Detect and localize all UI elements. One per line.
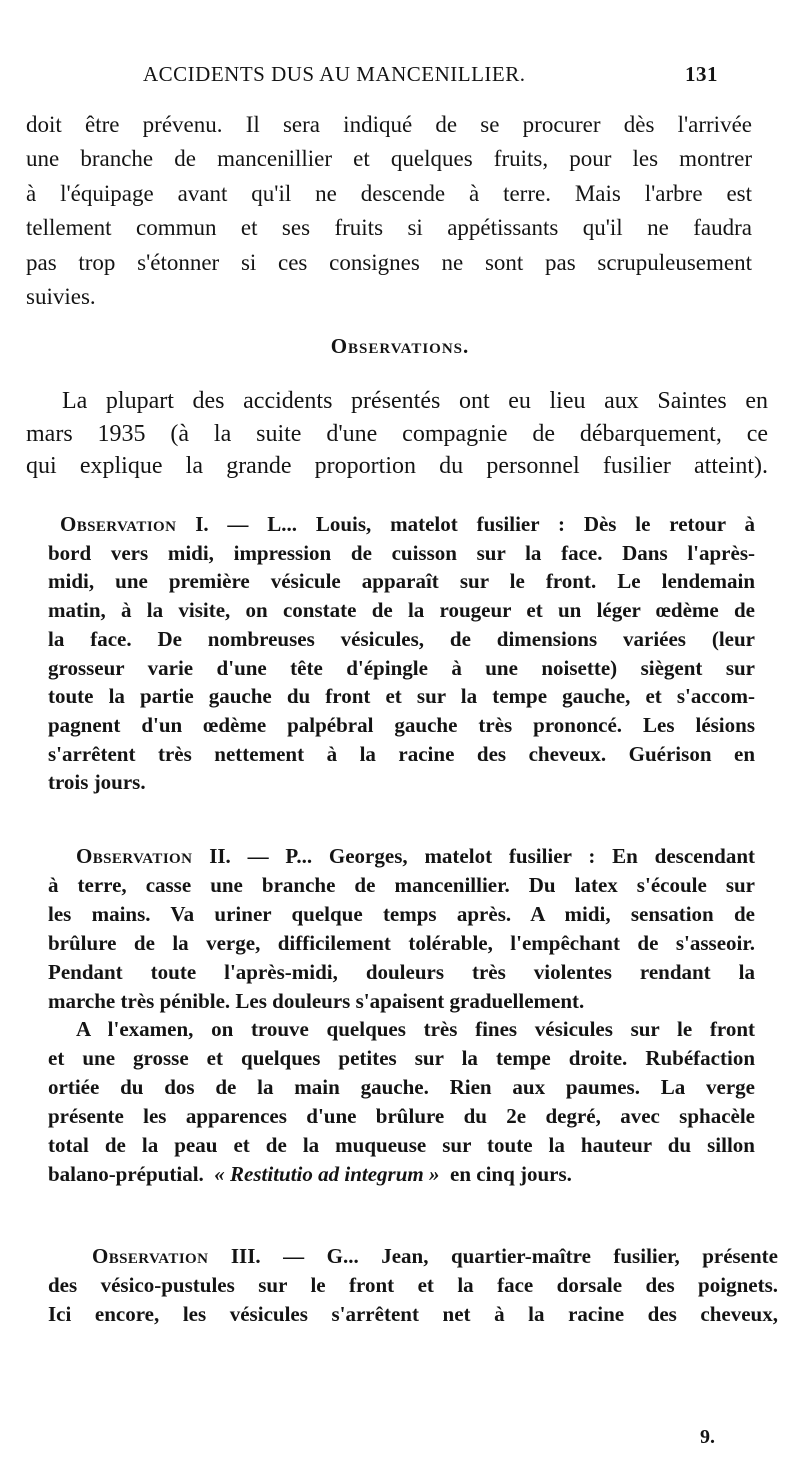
page-number: 131 (685, 62, 718, 86)
text-line: toute la partie gauche du front et sur la tempe gauche, et s'accom- (48, 684, 755, 709)
text-line: la face. De nombreuses vésicules, de dimensions variées (leur (48, 626, 755, 651)
text-line: I. — L... Louis, matelot fusilier : Dès le retour à (195, 512, 755, 536)
observation-3 (48, 1242, 778, 1329)
summary-paragraph (26, 385, 768, 483)
text-line: trois jours. (48, 770, 146, 795)
text-line: des vésico-pustules sur le front et la face dorsale des poignets. (48, 1273, 778, 1297)
text-line: brûlure de la verge, difficilement tolérable, l'empêchant de s'asseoir. (48, 930, 755, 955)
observation-label: Observation (60, 512, 177, 536)
text-line: marche très pénible. Les douleurs s'apaisent graduellement. (48, 988, 585, 1013)
text-line: total de la peau et de la muqueuse sur toute la hauteur du sillon (48, 1133, 755, 1158)
observation-heading-line (48, 1242, 778, 1271)
observation-heading-line (48, 842, 755, 871)
page-header (0, 62, 800, 92)
observation-label: Observation (76, 844, 193, 868)
text-line: III. — G... Jean, quartier-maître fusilier, présente (230, 1244, 778, 1268)
text-line: ortiée du dos de la main gauche. Rien aux paumes. La verge (48, 1075, 755, 1100)
running-title: ACCIDENTS DUS AU MANCENILLIER. (143, 62, 526, 86)
text-line: La plupart des accidents présentés ont eu lieu aux Saintes en (62, 388, 768, 414)
observation-1 (48, 510, 755, 797)
text-line: qui explique la grande proportion du personnel fusilier atteint). (26, 453, 768, 479)
text-line: bord vers midi, impression de cuisson sur la face. Dans l'après- (48, 540, 755, 565)
observation-2 (48, 842, 755, 1189)
latin-phrase: « Restitutio ad integrum » (214, 1161, 440, 1186)
signature-mark: 9. (700, 1426, 715, 1448)
section-title: Observations. (330, 334, 470, 358)
text-line: A l'examen, on trouve quelques très fines vésicules sur le front (76, 1017, 755, 1042)
text-line: II. — P... Georges, matelot fusilier : En descendant (209, 844, 755, 868)
observation-label: Observation (92, 1244, 209, 1268)
text-line: suivies. (26, 284, 96, 310)
text-line: Ici encore, les vésicules s'arrêtent net à la racine des cheveux, (48, 1302, 778, 1326)
text-line: à terre, casse une branche de mancenillier. Du latex s'écoule sur (48, 872, 755, 897)
text-line: grosseur varie d'une tête d'épingle à une noisette) siègent sur (48, 655, 755, 680)
observation-heading-line (48, 510, 755, 539)
text-line: et une grosse et quelques petites sur la tempe droite. Rubéfaction (48, 1046, 755, 1071)
text-line: matin, à la visite, on constate de la rougeur et un léger œdème de (48, 598, 755, 623)
text-line: pas trop s'étonner si ces consignes ne sont pas scrupuleusement (26, 249, 752, 275)
intro-paragraph (26, 108, 752, 314)
closing-line (48, 1160, 755, 1189)
text-line: en cinq jours. (450, 1161, 572, 1186)
text-line: pagnent d'un œdème palpébral gauche très prononcé. Les lésions (48, 712, 755, 737)
text-line: les mains. Va uriner quelque temps après. A midi, sensation de (48, 901, 755, 926)
text-line: midi, une première vésicule apparaît sur le front. Le lendemain (48, 569, 755, 594)
text-line: mars 1935 (à la suite d'une compagnie de débarquement, ce (26, 420, 768, 447)
text-line: s'arrêtent très nettement à la racine des cheveux. Guérison en (48, 741, 755, 766)
text-line: présente les apparences d'une brûlure du 2e degré, avec sphacèle (48, 1104, 755, 1129)
text-line: une branche de mancenillier et quelques fruits, pour les montrer (26, 146, 752, 172)
text-line: Pendant toute l'après-midi, douleurs très violentes rendant la (48, 959, 755, 984)
text-line: à l'équipage avant qu'il ne descende à terre. Mais l'arbre est (26, 180, 752, 206)
text-line: balano-préputial. (48, 1161, 204, 1186)
text-line: doit être prévenu. Il sera indiqué de se procurer dès l'arrivée (26, 112, 752, 137)
text-line: tellement commun et ses fruits si appétissants qu'il ne faudra (26, 215, 752, 241)
